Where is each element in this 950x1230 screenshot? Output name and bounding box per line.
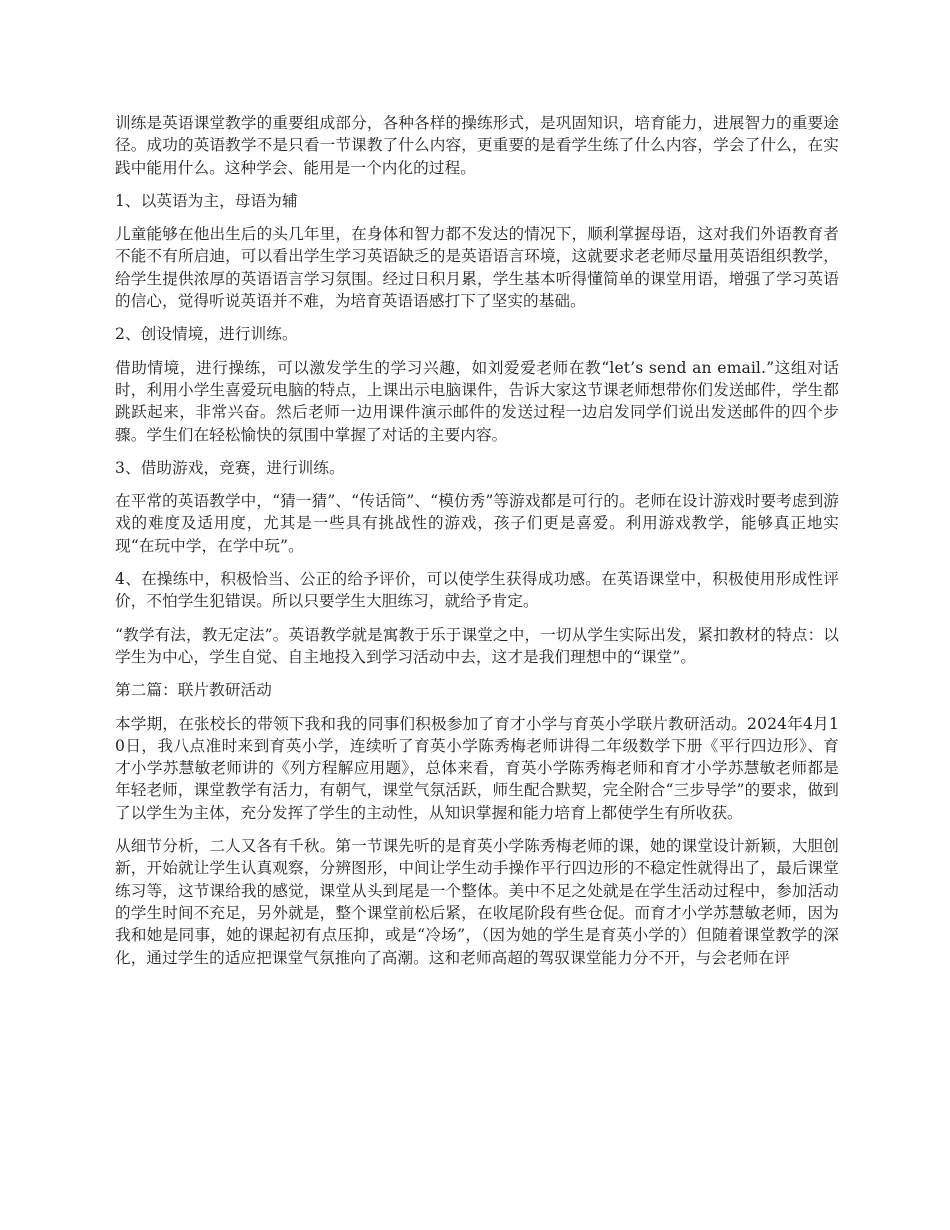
paragraph-intro: 训练是英语课堂教学的重要组成部分，各种各样的操练形式，是巩固知识，培育能力，进展智力的重要途径。成功的英语教学不是只看一节课教了什么内容，更重要的是看学生练了什么内容，学会了什么，在实践中能用什么。这种学会、能用是一个内化的过程。 <box>115 114 839 177</box>
paragraph-point-4: 4、在操练中，积极恰当、公正的给予评价，可以使学生获得成功感。在英语课堂中，积极使用形成性评价，不怕学生犯错误。所以只要学生大胆练习，就给予肯定。 <box>115 570 839 611</box>
heading-point-1: 1、以英语为主，母语为辅 <box>115 191 298 210</box>
document-body <box>115 112 839 980</box>
paragraph-point-3: 在平常的英语教学中，“猜一猜”、“传话筒”、“模仿秀”等游戏都是可行的。老师在设计游戏时要考虑到游戏的难度及适用度，尤其是一些具有挑战性的游戏，孩子们更是喜爱。利用游戏教学，能够真正地实现“在玩中学，在学中玩”。 <box>115 492 839 555</box>
heading-point-3: 3、借助游戏，竞赛，进行训练。 <box>115 458 345 477</box>
section-heading-part-two: 第二篇：联片教研活动 <box>115 681 272 700</box>
paragraph-point-1: 儿童能够在他出生后的头几年里，在身体和智力都不发达的情况下，顺利掌握母语，这对我们外语教育者不能不有所启迪，可以看出学生学习英语缺乏的是英语语言环境，这就要求老老师尽量用英语组织教学，给学生提供浓厚的英语语言学习氛围。经过日积月累，学生基本听得懂简单的课堂用语，增强了学习英语的信心，觉得听说英语并不难，为培育英语语感打下了坚实的基础。 <box>115 225 839 311</box>
paragraph-point-2: 借助情境，进行操练，可以激发学生的学习兴趣，如刘爱爱老师在教“let’s send an email.”这组对话时，利用小学生喜爱玩电脑的特点，上课出示电脑课件，告诉大家这节课老师想带你们发送邮件，学生都跳跃起来，非常兴奋。然后老师一边用课件演示邮件的发送过程一边启发同学们说出发送邮件的四个步骤。学生们在轻松愉快的氛围中掌握了对话的主要内容。 <box>115 358 839 444</box>
paragraph-conclusion: “教学有法，教无定法”。英语教学就是寓教于乐于课堂之中，一切从学生实际出发，紧扣教材的特点：以学生为中心，学生自觉、自主地投入到学习活动中去，这才是我们理想中的“课堂”。 <box>115 625 839 666</box>
paragraph-detail-analysis: 从细节分析，二人又各有千秋。第一节课先听的是育英小学陈秀梅老师的课，她的课堂设计新颖，大胆创新，开始就让学生认真观察，分辨图形，中间让学生动手操作平行四边形的不稳定性就得出了，最后课堂练习等，这节课给我的感觉，课堂从头到尾是一个整体。美中不足之处就是在学生活动过程中，参加活动的学生时间不充足，另外就是，整个课堂前松后紧，在收尾阶段有些仓促。而育才小学苏慧敏老师，因为我和她是同事，她的课起初有点压抑，或是“冷场”，（因为她的学生是育英小学的）但随着课堂教学的深化，通过学生的适应把课堂气氛推向了高潮。这和老师高超的驾驭课堂能力分不开，与会老师在评 <box>115 837 839 967</box>
paragraph-activity-overview: 本学期，在张校长的带领下我和我的同事们积极参加了育才小学与育英小学联片教研活动。2024年4月10日，我八点准时来到育英小学，连续听了育英小学陈秀梅老师讲得二年级数学下册《平行四边形》、育才小学苏慧敏老师讲的《列方程解应用题》，总体来看，育英小学陈秀梅老师和育才小学苏慧敏老师都是年轻老师，课堂教学有活力，有朝气，课堂气氛活跃，师生配合默契，完全附合“三步导学”的要求，做到了以学生为主体，充分发挥了学生的主动性，从知识掌握和能力培育上都使学生有所收获。 <box>115 714 839 822</box>
heading-point-2: 2、创设情境，进行训练。 <box>115 325 298 344</box>
